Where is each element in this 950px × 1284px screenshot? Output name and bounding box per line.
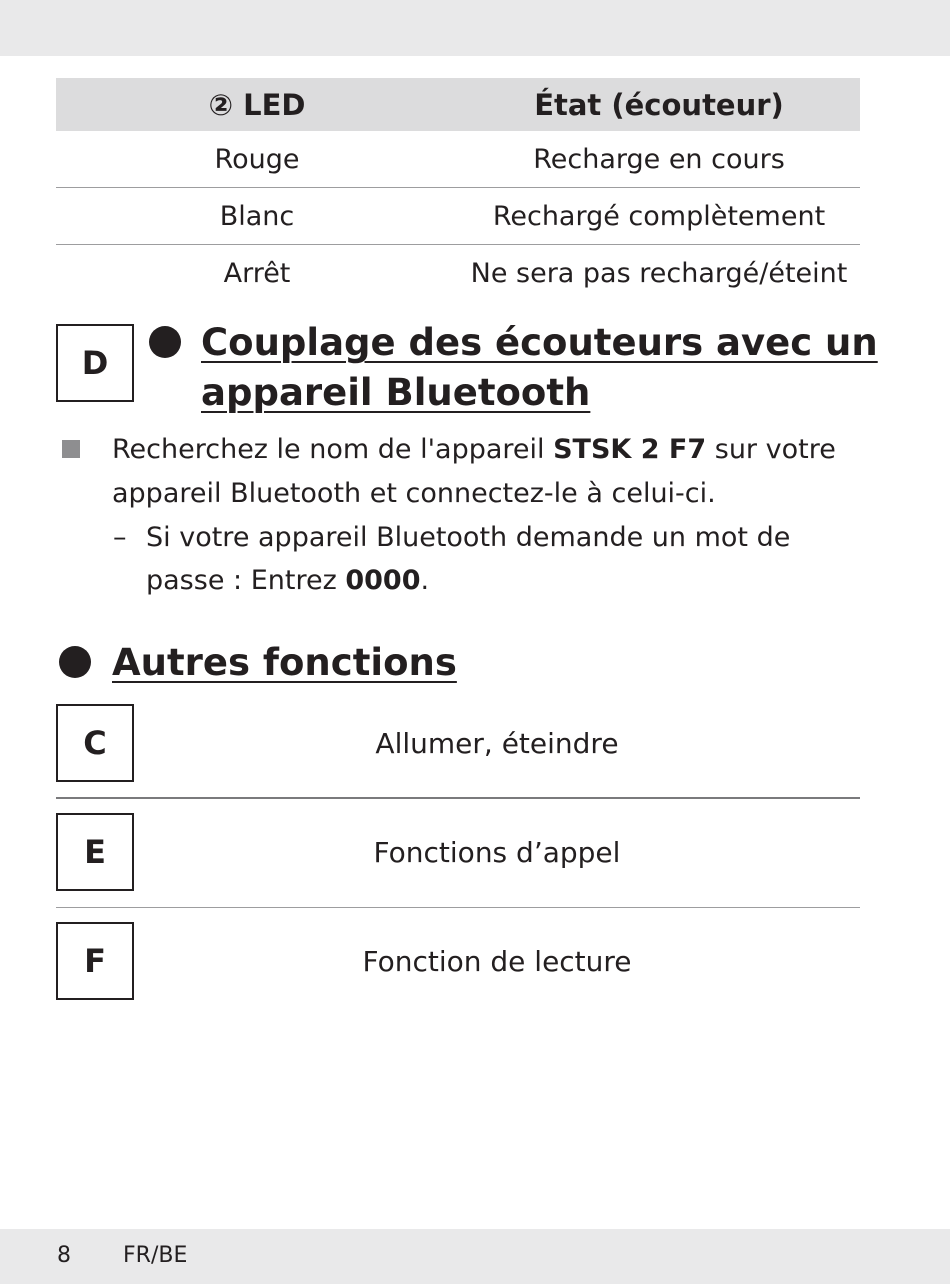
led-color-cell: Rouge bbox=[214, 143, 300, 175]
header-state: État (écouteur) bbox=[534, 87, 784, 122]
password-value: 0000 bbox=[345, 565, 421, 596]
instruction-text: Recherchez le nom de l'appareil bbox=[112, 434, 554, 465]
table-header-row bbox=[56, 78, 860, 131]
function-letter-c: C bbox=[56, 704, 134, 782]
table-row bbox=[56, 131, 860, 188]
section-letter-d: D bbox=[56, 324, 134, 402]
led-color-cell: Blanc bbox=[219, 200, 295, 232]
section-bullet-dot-icon bbox=[59, 646, 91, 678]
square-bullet-icon bbox=[62, 440, 80, 458]
password-note-text: passe : Entrez bbox=[146, 565, 346, 596]
password-note-line1: Si votre appareil Bluetooth demande un mot de bbox=[146, 522, 791, 553]
pairing-heading-line2: appareil Bluetooth bbox=[201, 371, 591, 414]
function-letter-e: E bbox=[56, 813, 134, 891]
page-number: 8 bbox=[57, 1243, 71, 1268]
header-led: ② LED bbox=[208, 87, 306, 122]
dash-bullet: – bbox=[113, 522, 127, 553]
password-note-line2 bbox=[146, 559, 429, 603]
function-letter-f: F bbox=[56, 922, 134, 1000]
pairing-instruction-line2: appareil Bluetooth et connectez-le à celui-ci. bbox=[112, 478, 716, 509]
pairing-instruction bbox=[112, 428, 836, 472]
header-band bbox=[0, 0, 950, 56]
table-row bbox=[56, 245, 860, 302]
other-functions-heading bbox=[112, 638, 457, 688]
function-label: Fonction de lecture bbox=[362, 944, 632, 978]
led-state-cell: Ne sera pas rechargé/éteint bbox=[470, 258, 848, 289]
table-row bbox=[56, 188, 860, 245]
led-state-cell: Rechargé complètement bbox=[492, 200, 826, 232]
instruction-text-end: sur votre bbox=[706, 434, 836, 465]
language-code: FR/BE bbox=[123, 1243, 188, 1268]
section-bullet-dot-icon bbox=[149, 326, 181, 358]
led-status-table bbox=[56, 78, 860, 302]
function-row-f bbox=[56, 922, 860, 1032]
row-divider bbox=[56, 907, 860, 908]
row-divider bbox=[56, 797, 860, 799]
function-label: Fonctions d’appel bbox=[373, 835, 621, 869]
device-name: STSK 2 F7 bbox=[553, 434, 707, 465]
pairing-heading-line1: Couplage des écouteurs avec un bbox=[201, 321, 878, 364]
led-color-cell: Arrêt bbox=[223, 258, 291, 289]
pairing-heading bbox=[201, 318, 878, 418]
led-state-cell: Recharge en cours bbox=[533, 143, 785, 175]
function-label: Allumer, éteindre bbox=[375, 726, 619, 760]
password-note-end: . bbox=[420, 565, 430, 596]
other-functions-title: Autres fonctions bbox=[112, 641, 457, 684]
